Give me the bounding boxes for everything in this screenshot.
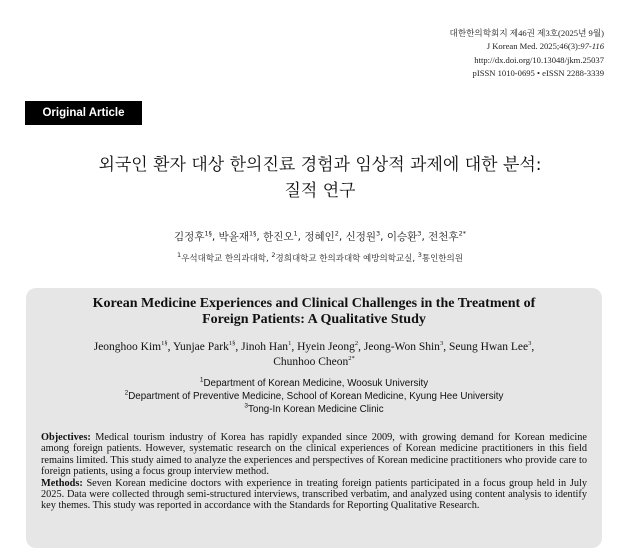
- korean-title-line2: 질적 연구: [284, 181, 356, 201]
- author-sup-en: 1§: [161, 340, 168, 348]
- affiliation-sup-ko: 2: [271, 251, 276, 260]
- affiliation-sup-en: 3: [244, 402, 249, 410]
- author-sup-ko: 1§: [204, 229, 212, 238]
- affiliation-ko: 통인한의원: [421, 254, 463, 264]
- objectives-text: Medical tourism industry of Korea has rapidly expanded since 2009, with growing demand for Korean medicine among foreign patients. However, systematic research on the clinical experiences of Korean medicine practitioners in this field remains limited. This study aimed to analyze the experiences and perspectives of Korean medicine practitioners who provide care to foreign patients, using a focus group interview method.: [41, 432, 587, 478]
- affiliation-sup-en: 2: [124, 389, 129, 397]
- affiliation-line-en: [30, 377, 598, 390]
- affiliation-en: Department of Preventive Medicine, School of Korean Medicine, Kyung Hee University: [128, 391, 504, 402]
- author-name-ko: 한진오: [263, 231, 294, 243]
- english-author-list: Jeonghoo Kim$^{1\S}$, Yunjae Park$^{1\S}$, Jinoh Han$^1$, Hyein Jeong$^2$, Jeong-Won Shin$^3$, Seung Hwan Lee$^3$, Chunhoo Cheon$^{2*}$: [93, 340, 535, 368]
- author-sup-ko: 2: [334, 229, 339, 238]
- affiliation-sup-en: 1: [199, 376, 204, 384]
- author-name-ko: 전천후: [428, 231, 459, 243]
- author-name-ko: 신정원: [345, 231, 377, 243]
- english-title-line2: Foreign Patients: A Qualitative Study: [202, 312, 426, 327]
- journal-header: [450, 27, 604, 81]
- english-title: [30, 296, 598, 328]
- author-sup-en: 2: [354, 340, 359, 348]
- methods-label: Methods:: [41, 477, 83, 489]
- author-sup-en: 3: [439, 340, 444, 348]
- abstract-methods: [41, 478, 587, 512]
- affiliation-en: Department of Korean Medicine, Woosuk University: [203, 378, 429, 389]
- author-sup-ko: 1§: [248, 229, 257, 238]
- author-sup-en: 2*: [348, 355, 355, 363]
- author-sup-en: 1: [288, 340, 292, 348]
- korean-title: [0, 152, 640, 204]
- author-name-en: Chunhoo Cheon: [273, 356, 349, 368]
- abstract: [41, 432, 587, 512]
- author-sup-ko: 1: [293, 229, 298, 238]
- author-name-ko: 김정후: [174, 231, 205, 243]
- affiliation-sup-ko: 1: [177, 251, 182, 260]
- english-title-line1: Korean Medicine Experiences and Clinical Challenges in the Treatment of: [92, 296, 536, 311]
- journal-citation: [450, 40, 604, 53]
- affiliation-line-en: [30, 403, 598, 416]
- author-sup-ko: 2*: [458, 229, 466, 238]
- author-sup-en: 1§: [228, 340, 236, 348]
- korean-author-list: 김정후$^{1\S}$, 박윤재$^{1\S}$, 한진오$^1$, 정혜인$^2$, 신정원$^3$, 이승환$^3$, 전천후$^{2*}$: [174, 229, 466, 243]
- issn: pISSN 1010-0695 • eISSN 2288-3339: [472, 68, 604, 79]
- author-name-en: Jinoh Han: [241, 341, 289, 353]
- journal-name-ko: 대한한의학회지 제46권 제3호(2025년 9월): [449, 28, 604, 38]
- author-name-ko: 정혜인: [304, 231, 335, 243]
- author-sup-ko: 3: [376, 229, 381, 238]
- korean-affiliations: [0, 252, 640, 264]
- author-name-ko: 이승환: [386, 231, 418, 243]
- author-sup-en: 3: [528, 340, 532, 348]
- author-name-en: Seung Hwan Lee: [448, 341, 529, 353]
- author-sup-ko: 3: [417, 229, 422, 238]
- page-range: 97-116: [580, 41, 604, 52]
- author-name-en: Yunjae Park: [172, 341, 229, 353]
- author-name-ko: 박윤재: [218, 231, 249, 243]
- methods-text: Seven Korean medicine doctors with experience in treating foreign patients participated in a focus group held in July 2025. Data were collected through semi-structured interviews, transcribed verbatim, and analyzed using content analysis to identify key themes. This study was reported in accordance with the Standards for Reporting Qualitative Research.: [41, 477, 587, 512]
- objectives-label: Objectives:: [41, 432, 91, 443]
- english-affiliations: [30, 377, 598, 416]
- author-name-en: Jeonghoo Kim: [93, 341, 162, 353]
- abstract-objectives: [41, 432, 587, 478]
- doi-link[interactable]: http://dx.doi.org/10.13048/jkm.25037: [474, 54, 604, 65]
- affiliation-en: Tong-In Korean Medicine Clinic: [248, 404, 384, 415]
- article-type-badge: Original Article: [25, 101, 142, 125]
- affiliation-ko: 우석대학교 한의과대학,: [181, 254, 272, 264]
- affiliation-line-en: [30, 390, 598, 403]
- author-name-en: Hyein Jeong: [297, 341, 355, 353]
- affiliation-sup-ko: 3: [417, 251, 422, 260]
- korean-title-line1: 외국인 환자 대상 한의진료 경험과 임상적 과제에 대한 분석:: [98, 155, 542, 175]
- author-name-en: Jeong-Won Shin: [363, 341, 440, 353]
- affiliation-ko: 경희대학교 한의과대학 예방의학교실,: [275, 254, 418, 264]
- journal-name-en: J Korean Med. 2025;46(3):: [486, 41, 581, 52]
